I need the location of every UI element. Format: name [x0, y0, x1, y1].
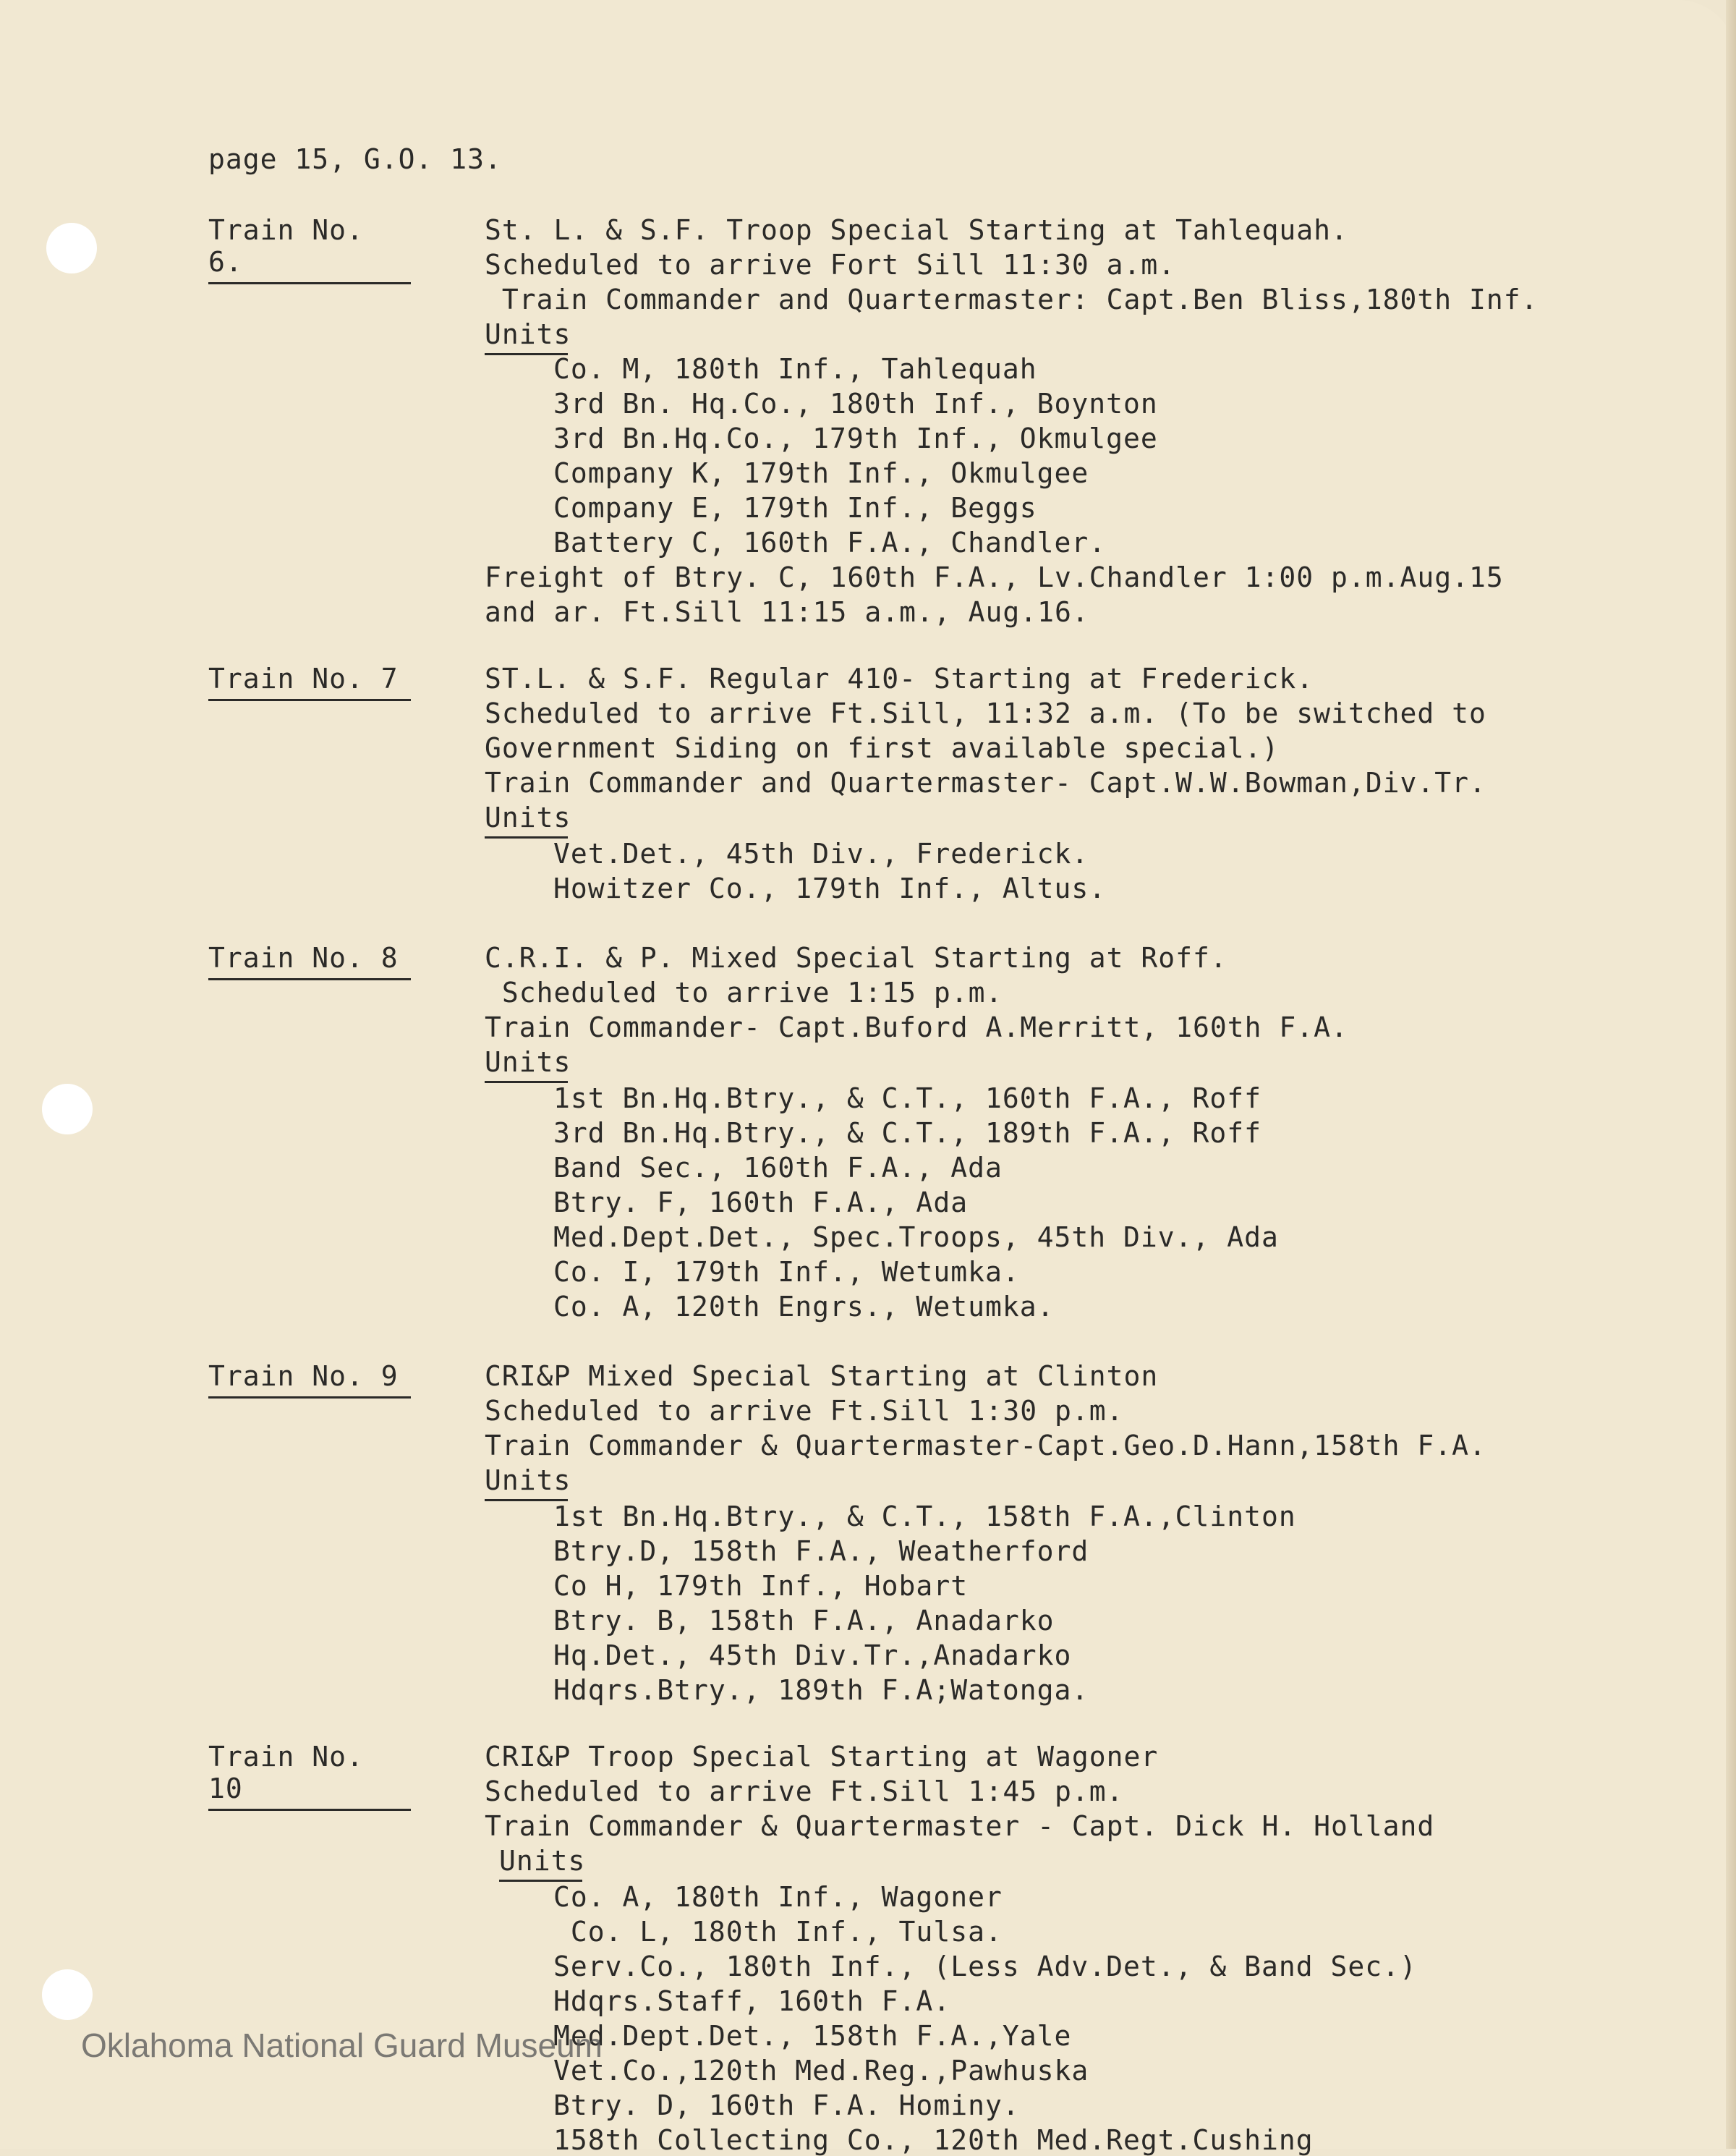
unit-item: Vet.Co.,120th Med.Reg.,Pawhuska — [553, 2055, 1089, 2087]
unit-item: Vet.Det., 45th Div., Frederick. — [553, 838, 1089, 870]
schedule-line: Government Siding on first available special.) — [485, 732, 1280, 764]
schedule-line: Scheduled to arrive 1:15 p.m. — [485, 977, 1003, 1009]
unit-item: Hdqrs.Btry., 189th F.A;Watonga. — [553, 1674, 1089, 1706]
schedule-line: Scheduled to arrive Ft.Sill 1:45 p.m. — [485, 1775, 1124, 1807]
unit-item: 158th Collecting Co., 120th Med.Regt.Cushing — [553, 2124, 1314, 2156]
route-line: CRI&P Troop Special Starting at Wagoner — [485, 1741, 1159, 1773]
units-heading: Units — [485, 318, 568, 355]
unit-item: Btry. F, 160th F.A., Ada — [553, 1187, 969, 1218]
route-line: C.R.I. & P. Mixed Special Starting at Roff. — [485, 942, 1227, 974]
commander-line: Train Commander- Capt.Buford A.Merritt, 160th F.A. — [485, 1011, 1348, 1043]
punch-hole — [46, 223, 97, 273]
route-line: CRI&P Mixed Special Starting at Clinton — [485, 1360, 1159, 1392]
commander-line: Train Commander and Quartermaster- Capt.W.W.Bowman,Div.Tr. — [485, 767, 1486, 799]
commander-line: Train Commander & Quartermaster - Capt. Dick H. Holland — [485, 1810, 1435, 1842]
unit-item: Co. A, 180th Inf., Wagoner — [553, 1881, 1003, 1913]
unit-item: Btry.D, 158th F.A., Weatherford — [553, 1535, 1089, 1567]
page-edge — [1726, 0, 1736, 2149]
unit-item: Co. I, 179th Inf., Wetumka. — [553, 1256, 1020, 1288]
unit-item: Co. A, 120th Engrs., Wetumka. — [553, 1291, 1055, 1323]
unit-item: 1st Bn.Hq.Btry., & C.T., 160th F.A., Roff — [553, 1082, 1261, 1114]
freight-line: Freight of Btry. C, 160th F.A., Lv.Chandler 1:00 p.m.Aug.15 — [485, 561, 1504, 593]
train-label: Train No. 8 — [208, 942, 411, 980]
unit-item: Med.Dept.Det., 158th F.A.,Yale — [553, 2020, 1072, 2052]
train-label: Train No. 10 — [208, 1741, 411, 1811]
unit-item: Company K, 179th Inf., Okmulgee — [553, 457, 1089, 489]
schedule-line: Scheduled to arrive Ft.Sill, 11:32 a.m. (To be switched to — [485, 697, 1486, 729]
unit-item: Co H, 179th Inf., Hobart — [553, 1570, 969, 1602]
unit-item: Btry. D, 160th F.A. Hominy. — [553, 2089, 1020, 2121]
units-heading: Units — [499, 1845, 582, 1882]
unit-item: Med.Dept.Det., Spec.Troops, 45th Div., Ada — [553, 1221, 1279, 1253]
freight-line: and ar. Ft.Sill 11:15 a.m., Aug.16. — [485, 596, 1089, 628]
train-label: Train No. 7 — [208, 663, 411, 701]
train-label: Train No. 9 — [208, 1360, 411, 1399]
train-label: Train No. 6. — [208, 214, 411, 284]
punch-hole — [42, 1084, 93, 1134]
unit-item: Company E, 179th Inf., Beggs — [553, 492, 1037, 524]
page-header: page 15, G.O. 13. — [208, 143, 502, 175]
unit-item: Serv.Co., 180th Inf., (Less Adv.Det., & Band Sec.) — [553, 1951, 1417, 1982]
unit-item: 1st Bn.Hq.Btry., & C.T., 158th F.A.,Clinton — [553, 1501, 1296, 1532]
unit-item: 3rd Bn. Hq.Co., 180th Inf., Boynton — [553, 388, 1158, 420]
unit-item: Battery C, 160th F.A., Chandler. — [553, 527, 1107, 559]
route-line: St. L. & S.F. Troop Special Starting at Tahlequah. — [485, 214, 1348, 246]
museum-watermark: Oklahoma National Guard Museum — [81, 2026, 603, 2064]
unit-item: Hq.Det., 45th Div.Tr.,Anadarko — [553, 1639, 1072, 1671]
schedule-line: Scheduled to arrive Fort Sill 11:30 a.m. — [485, 249, 1176, 281]
unit-item: Btry. B, 158th F.A., Anadarko — [553, 1605, 1055, 1637]
punch-hole — [42, 1969, 93, 2020]
commander-line: Train Commander and Quartermaster: Capt.Ben Bliss,180th Inf. — [485, 284, 1539, 315]
unit-item: Co. L, 180th Inf., Tulsa. — [553, 1916, 1003, 1948]
route-line: ST.L. & S.F. Regular 410- Starting at Frederick. — [485, 663, 1314, 695]
unit-item: Band Sec., 160th F.A., Ada — [553, 1152, 1003, 1184]
unit-item: Hdqrs.Staff, 160th F.A. — [553, 1985, 951, 2017]
units-heading: Units — [485, 1464, 568, 1501]
unit-item: Co. M, 180th Inf., Tahlequah — [553, 353, 1037, 385]
schedule-line: Scheduled to arrive Ft.Sill 1:30 p.m. — [485, 1395, 1124, 1427]
unit-item: 3rd Bn.Hq.Btry., & C.T., 189th F.A., Roff — [553, 1117, 1261, 1149]
unit-item: Howitzer Co., 179th Inf., Altus. — [553, 873, 1107, 904]
unit-item: 3rd Bn.Hq.Co., 179th Inf., Okmulgee — [553, 423, 1158, 454]
commander-line: Train Commander & Quartermaster-Capt.Geo.D.Hann,158th F.A. — [485, 1430, 1486, 1461]
units-heading: Units — [485, 1046, 568, 1083]
units-heading: Units — [485, 802, 568, 839]
